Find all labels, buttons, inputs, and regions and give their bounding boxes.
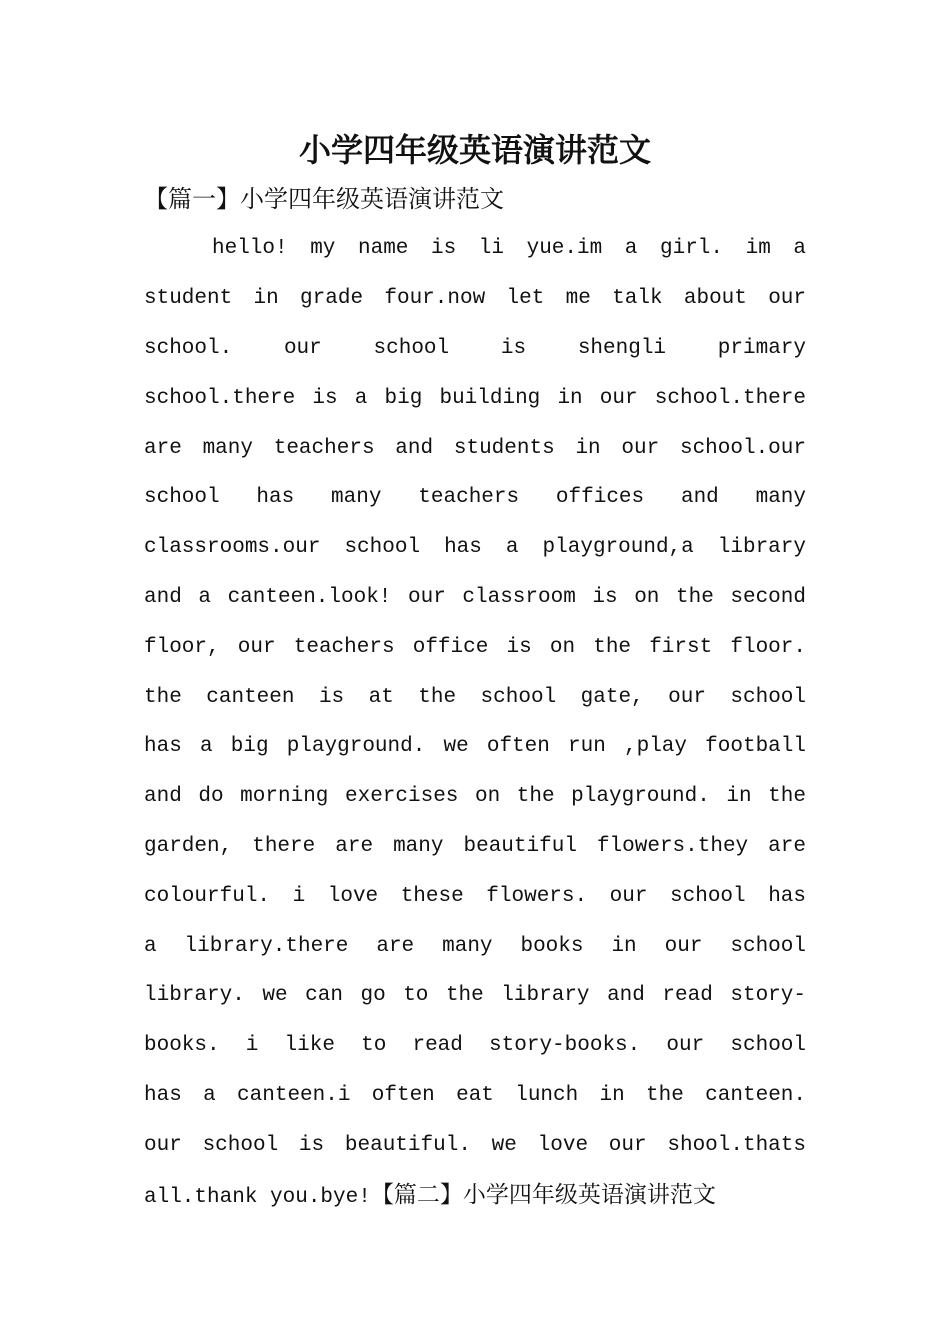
body-line: books. i like to read story-books. our school — [144, 1034, 806, 1057]
body-line: garden, there are many beautiful flowers.they are — [144, 835, 806, 858]
body-line: and a canteen.look! our classroom is on the second — [144, 586, 806, 609]
body-line: student in grade four.now let me talk about our — [144, 287, 806, 310]
section-two-heading: 【篇二】小学四年级英语演讲范文 — [370, 1182, 716, 1208]
body-line: a library.there are many books in our school — [144, 935, 806, 958]
body-line: library. we can go to the library and read story- — [144, 984, 806, 1007]
page-title: 小学四年级英语演讲范文 — [298, 131, 651, 169]
body-line-last — [144, 1177, 806, 1213]
body-line: hello! my name is li yue.im a girl. im a — [212, 237, 806, 260]
body-line: the canteen is at the school gate, our school — [144, 686, 806, 709]
body-line: and do morning exercises on the playground. in the — [144, 785, 806, 808]
body-line: has a big playground. we often run ,play football — [144, 735, 806, 758]
body-line: floor, our teachers office is on the first floor. — [144, 636, 806, 659]
closing-text: all.thank you.bye! — [144, 1186, 371, 1209]
body-line: colourful. i love these flowers. our school has — [144, 885, 806, 908]
body-line: has a canteen.i often eat lunch in the canteen. — [144, 1084, 806, 1107]
body-line: our school is beautiful. we love our shool.thats — [144, 1134, 806, 1157]
section-one-heading: 【篇一】小学四年级英语演讲范文 — [144, 185, 504, 213]
body-line: are many teachers and students in our school.our — [144, 437, 806, 460]
body-line: school has many teachers offices and many — [144, 486, 806, 509]
body-line: school.there is a big building in our school.there — [144, 387, 806, 410]
body-line: school. our school is shengli primary — [144, 337, 806, 360]
body-line: classrooms.our school has a playground,a library — [144, 536, 806, 559]
